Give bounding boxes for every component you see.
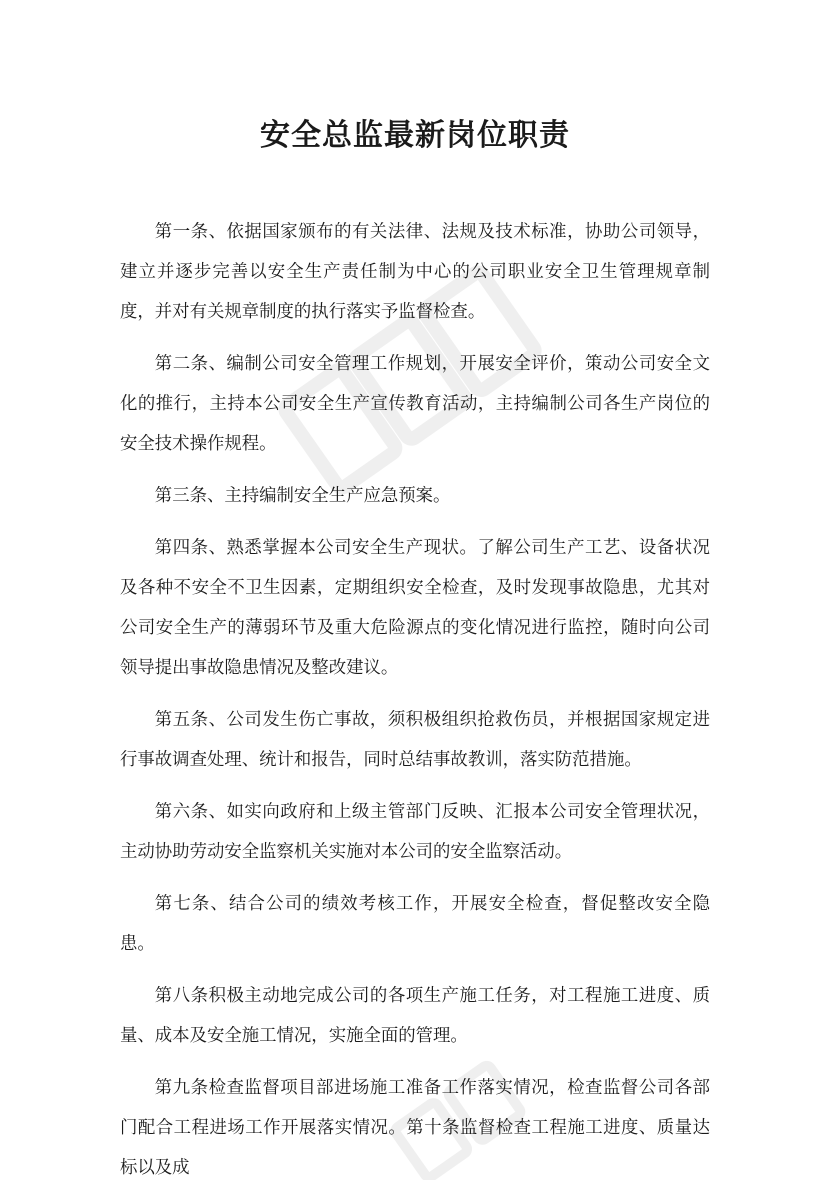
paragraph-article-6: 第六条、如实向政府和上级主管部门反映、汇报本公司安全管理状况，主动协助劳动安全监察机关实施对本公司的安全监察活动。 [120, 802, 710, 862]
paragraph-article-5: 第五条、公司发生伤亡事故，须积极组织抢救伤员，并根据国家规定进行事故调查处理、统计和报告，同时总结事故教训，落实防范措施。 [120, 710, 710, 770]
paragraph-article-3: 第三条、主持编制安全生产应急预案。 [154, 486, 451, 506]
paragraph-article-7: 第七条、结合公司的绩效考核工作，开展安全检查，督促整改安全隐患。 [120, 894, 710, 954]
page-title: 安全总监最新岗位职责 [260, 118, 570, 153]
paragraph-article-2: 第二条、编制公司安全管理工作规划，开展安全评价，策动公司安全文化的推行，主持本公司安全生产宣传教育活动，主持编制公司各生产岗位的安全技术操作规程。 [120, 354, 710, 454]
document-body [120, 212, 710, 1200]
paragraph-article-8: 第八条积极主动地完成公司的各项生产施工任务，对工程施工进度、质量、成本及安全施工情况，实施全面的管理。 [120, 986, 710, 1046]
paragraph-article-4: 第四条、熟悉掌握本公司安全生产现状。了解公司生产工艺、设备状况及各种不安全不卫生因素，定期组织安全检查，及时发现事故隐患，尤其对公司安全生产的薄弱环节及重大危险源点的变化情况进行监控，随时向公司领导提出事故隐患情况及整改建议。 [120, 538, 710, 678]
paragraph-article-9: 第九条检查监督项目部进场施工准备工作落实情况，检查监督公司各部门配合工程进场工作开展落实情况。第十条监督检查工程施工进度、质量达标以及成 [120, 1078, 710, 1178]
paragraph-article-1: 第一条、依据国家颁布的有关法律、法规及技术标准，协助公司领导，建立并逐步完善以安全生产责任制为中心的公司职业安全卫生管理规章制度，并对有关规章制度的执行落实予监督检查。 [120, 222, 710, 322]
